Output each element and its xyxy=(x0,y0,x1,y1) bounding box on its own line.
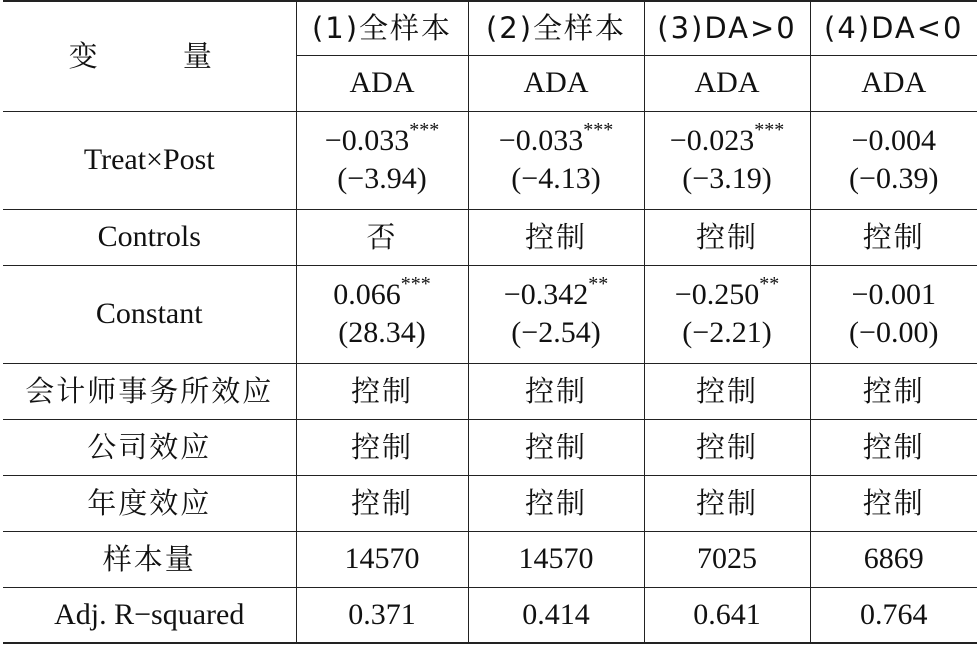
coef-cell: −0.250** (−2.21) xyxy=(644,265,810,363)
table-cell: 控制 xyxy=(644,475,810,531)
table-cell: 6869 xyxy=(810,531,977,587)
row-label: Adj. R−squared xyxy=(3,587,296,643)
table-cell: 控制 xyxy=(468,363,644,419)
table-cell: 控制 xyxy=(296,363,468,419)
column-group-4: (4)DA<0 xyxy=(810,1,977,55)
table-row-year-effect xyxy=(3,475,977,531)
coef-cell: 0.066*** (28.34) xyxy=(296,265,468,363)
header-row-groups xyxy=(3,1,977,55)
dep-var-1: ADA xyxy=(296,55,468,111)
table-cell: 控制 xyxy=(810,209,977,265)
table-row-constant xyxy=(3,265,977,363)
table-cell: 0.414 xyxy=(468,587,644,643)
table-cell: 14570 xyxy=(296,531,468,587)
table-cell: 0.764 xyxy=(810,587,977,643)
table-cell: 0.371 xyxy=(296,587,468,643)
table-row-audit-firm-effect xyxy=(3,363,977,419)
table-cell: 7025 xyxy=(644,531,810,587)
table-row-controls xyxy=(3,209,977,265)
coef-cell: −0.342** (−2.54) xyxy=(468,265,644,363)
row-label: Controls xyxy=(3,209,296,265)
row-label: 样本量 xyxy=(3,531,296,587)
table-row-sample-size xyxy=(3,531,977,587)
row-label: 年度效应 xyxy=(3,475,296,531)
coef-cell: −0.033*** (−4.13) xyxy=(468,111,644,209)
table-cell: 控制 xyxy=(468,419,644,475)
dep-var-2: ADA xyxy=(468,55,644,111)
table-cell: 控制 xyxy=(810,419,977,475)
row-label: Constant xyxy=(3,265,296,363)
table-cell: 控制 xyxy=(810,475,977,531)
table-cell: 控制 xyxy=(810,363,977,419)
row-label: 公司效应 xyxy=(3,419,296,475)
table-row-adj-r-squared xyxy=(3,587,977,643)
table-cell: 控制 xyxy=(644,419,810,475)
table-cell: 控制 xyxy=(296,475,468,531)
table-cell: 控制 xyxy=(468,475,644,531)
coef-cell: −0.001 (−0.00) xyxy=(810,265,977,363)
regression-table xyxy=(3,0,977,644)
table-cell: 否 xyxy=(296,209,468,265)
variable-header: 变 量 xyxy=(3,1,296,111)
column-group-2: (2)全样本 xyxy=(468,1,644,55)
table-row-treat-post xyxy=(3,111,977,209)
row-label: Treat×Post xyxy=(3,111,296,209)
coef-cell: −0.023*** (−3.19) xyxy=(644,111,810,209)
coef-cell: −0.033*** (−3.94) xyxy=(296,111,468,209)
table-cell: 14570 xyxy=(468,531,644,587)
coef-cell: −0.004 (−0.39) xyxy=(810,111,977,209)
table-cell: 控制 xyxy=(468,209,644,265)
table-cell: 控制 xyxy=(296,419,468,475)
column-group-1: (1)全样本 xyxy=(296,1,468,55)
row-label: 会计师事务所效应 xyxy=(3,363,296,419)
table-cell: 0.641 xyxy=(644,587,810,643)
column-group-3: (3)DA>0 xyxy=(644,1,810,55)
dep-var-4: ADA xyxy=(810,55,977,111)
table-row-firm-effect xyxy=(3,419,977,475)
table-cell: 控制 xyxy=(644,209,810,265)
dep-var-3: ADA xyxy=(644,55,810,111)
table-cell: 控制 xyxy=(644,363,810,419)
